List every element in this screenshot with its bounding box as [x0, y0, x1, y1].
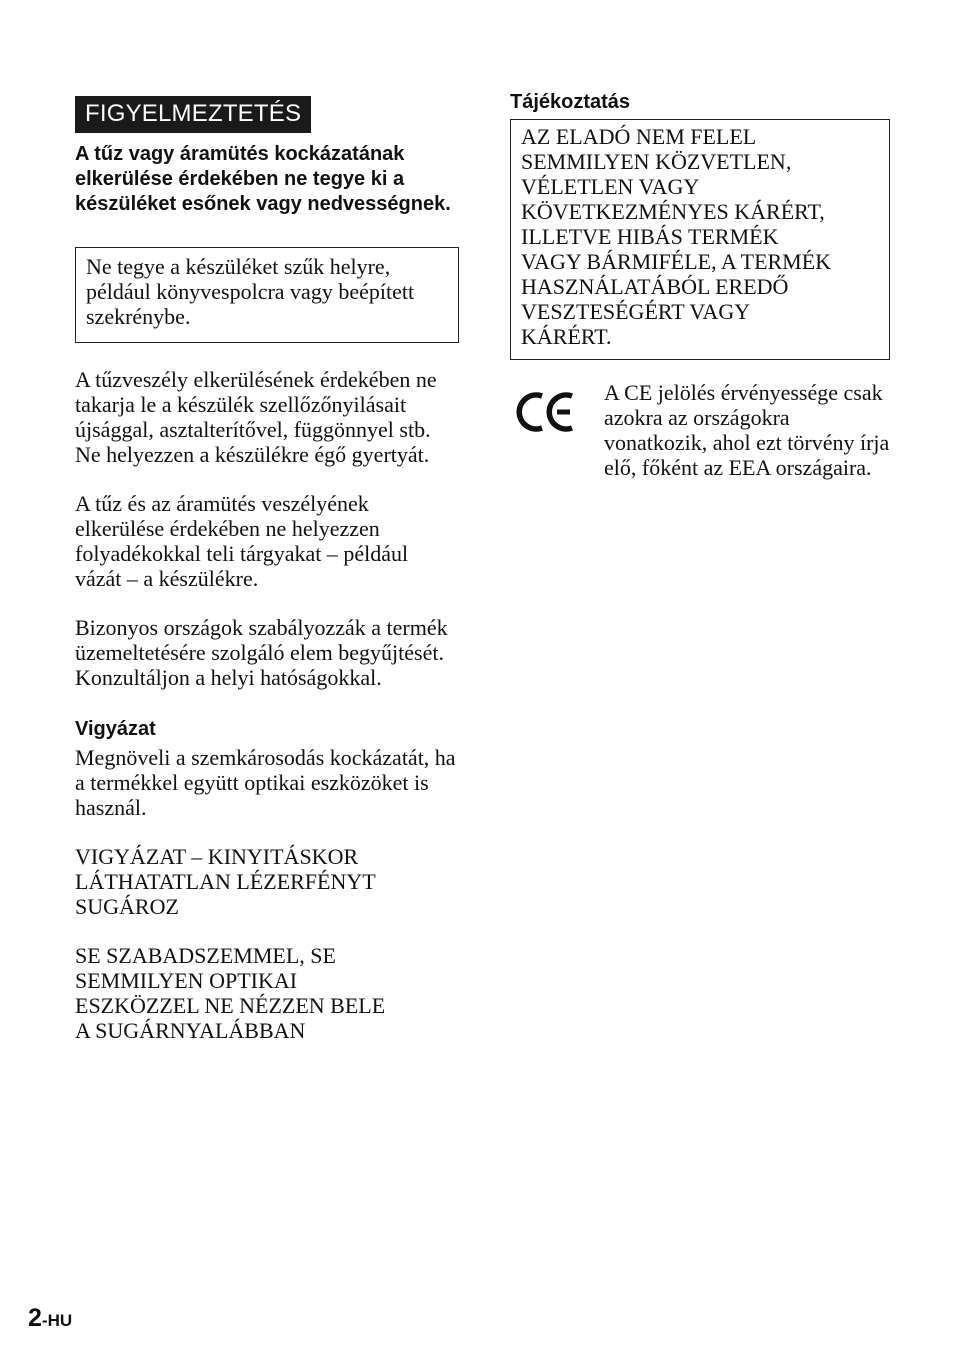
right-column — [510, 90, 892, 480]
caution-heading: Vigyázat — [75, 718, 156, 740]
warning-heading: FIGYELMEZTETÉS — [75, 96, 311, 133]
warning-lead: A tűz vagy áramütés kockázatának elkerülése érdekében ne tegye ki a készüléket esőnek vagy nedvességnek. — [75, 143, 451, 215]
consult-authorities-paragraph: Konzultáljon a helyi hatóságokkal. — [75, 665, 382, 690]
battery-paragraph: Bizonyos országok szabályozzák a termék üzemeltetésére szolgáló elem begyűjtését. — [75, 615, 448, 665]
ce-notice — [510, 380, 892, 480]
ventilation-notice-box — [75, 247, 459, 343]
page-language-suffix: -HU — [41, 1311, 73, 1330]
left-column — [75, 96, 459, 1043]
info-heading: Tájékoztatás — [510, 91, 631, 113]
fire-hazard-paragraph: A tűzveszély elkerülésének érdekében ne takarja le a készülék szellőzőnyilásait újsággal, asztalterítővel, függönnyel stb. Ne helyezzen a készülékre égő gyertyát. — [75, 367, 437, 467]
ce-notice-text: A CE jelölés érvényessége csak azokra az országokra vonatkozik, ahol ezt törvény írja elő, főként az EEA országaira. — [604, 380, 890, 480]
liquid-hazard-paragraph: A tűz és az áramütés veszélyének elkerülése érdekében ne helyezzen folyadékokkal teli tárgyakat – például vázát – a készülékre. — [75, 491, 409, 591]
disclaimer-box: AZ ELADÓ NEM FELEL SEMMILYEN KÖZVETLEN, VÉLETLEN VAGY KÖVETKEZMÉNYES KÁRÉRT, ILLETVE HIBÁS TERMÉK VAGY BÁRMIFÉLE, A TERMÉK HASZNÁLATÁBÓL EREDŐ VESZTESÉGÉRT VAGY KÁRÉRT. — [510, 119, 890, 360]
ce-mark-icon — [516, 388, 578, 436]
caution-paragraph: Megnöveli a szemkárosodás kockázatát, ha a termékkel együtt optikai eszközöket is használ. — [75, 745, 456, 820]
laser-warning-paragraph: VIGYÁZAT – KINYITÁSKOR LÁTHATATLAN LÉZERFÉNYT SUGÁROZ — [75, 844, 376, 919]
laser-caution-paragraph: SE SZABADSZEMMEL, SE SEMMILYEN OPTIKAI ESZKÖZZEL NE NÉZZEN BELE A SUGÁRNYALÁBBAN — [75, 943, 386, 1043]
page-number — [28, 1304, 72, 1333]
ventilation-notice-text: Ne tegye a készüléket szűk helyre, például könyvespolcra vagy beépített szekrénybe. — [86, 254, 415, 329]
page-number-value: 2 — [28, 1304, 42, 1332]
